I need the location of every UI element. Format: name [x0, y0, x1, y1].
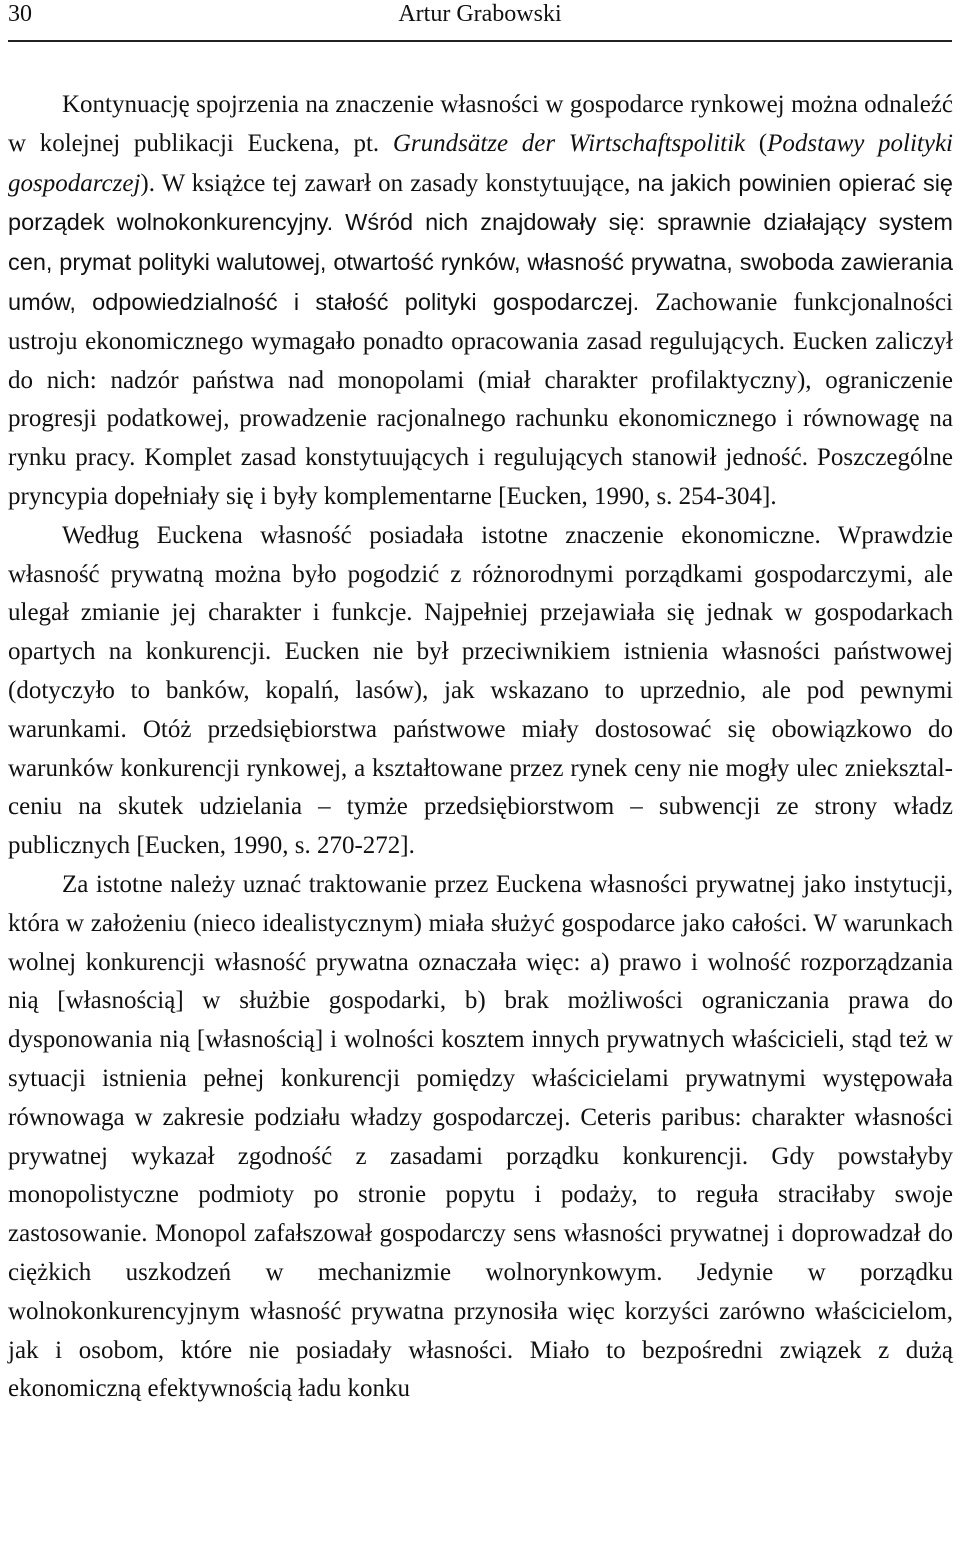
paragraph-1: [8, 86, 953, 517]
body-text: [8, 86, 953, 1409]
paragraph-3-text: Za istotne należy uznać traktowanie przez Euckena własności prywatnej jako instytucji, która w założeniu (nieco idealistycznym) miała służyć gospodarce jako całości. W warunkach wolnej konkurencji własność prywatna oznaczała więc: a) prawo i wolność rozporządzania nią [własnością] w służbie gospodarki, b) brak możliwości ograniczania prawa do dysponowania nią [własnością] i wolności kosztem innych prywatnych właścicieli, stąd też w sytuacji istnienia pełnej konkurencji pomiędzy właścicielami prywatnymi występowała równowaga w zakresie podziału władzy gospodarczej. Ceteris paribus: charakter własności prywatnej wykazał zgodność z zasadami porządku konkurencji. Gdy powstałyby monopolistyczne podmioty po stronie popytu i podaży, to reguła straciłaby swoje zastosowanie. Monopol zafałszował gospodarczy sens własności prywatnej i doprowadzał do ciężkich uszkodzeń w mechanizmie wolnorynkowym. Jedynie w porządku wolnokonkurencyjnym własność prywatna przynosiła więc korzyści zarówno właścicielom, jak i osobom, które nie posiadały własności. Miało to bezpośredni związek z dużą ekonomiczną efektywnością ładu konku: [8, 870, 953, 1403]
italic-title-german: Grundsätze der Wirtschaftspolitik: [392, 129, 746, 157]
paragraph-1-text: ). W książce tej zawarł on zasady konstytuujące,: [140, 169, 638, 197]
paragraph-1-text: Kontynuację spojrzenia na znaczenie własności w gospodarce rynkowej można odnaleźć w kolejnej publikacji Euckena, pt.: [8, 91, 953, 157]
paragraph-2-text: Według Euckena własność posiadała istotne znaczenie ekonomiczne. Wprawdzie własność prywatną można było pogodzić z różnorodnymi porządkami gospodarczymi, ale ulegał zmianie jej charakter i funkcje. Najpełniej przejawiała się jednak w gospodarkach opartych na konkurencji. Eucken nie był przeciwnikiem istnienia własności państwowej (dotyczyło to banków, kopalń, lasów), jak wskazano to uprzednio, ale pod pewnymi warunkami. Otóż przedsiębiorstwa państwowe miały dostosować się obowiązkowo do warunków konkurencji rynkowej, a kształtowane przez rynek ceny nie mogły ulec znieksztalceniu na skutek udzielania – tymże przedsiębiorstwom – subwencji ze strony władz publicznych [Eucken, 1990, s. 270-272].: [8, 521, 953, 860]
paragraph-2: [8, 517, 953, 866]
paragraph-1-text: (: [745, 129, 768, 157]
italic-title-polish: Podstawy polityki gospodarczej: [8, 129, 953, 197]
paragraph-1-sans-text: na jakich powinien opierać się porządek wolnokonkurencyjny. Wśród nich znajdowały się: sprawnie działający system cen, prymat polityki walutowej, otwartość rynków, własność prywatna, swoboda zawierania umów, odpowiedzialność i stałość polityki gospodarczej.: [8, 169, 953, 315]
page-header: [8, 0, 952, 42]
running-head-author: Artur Grabowski: [398, 1, 562, 27]
paragraph-1-text: Zachowanie funkcjonalności ustroju ekonomicznego wymagało ponadto opracowania zasad regulujących. Eucken zaliczył do nich: nadzór państwa nad monopolami (miał charakter profilaktyczny), ograniczenie progresji podatkowej, prowadzenie racjonalnego rachunku ekonomicznego i równowagę na rynku pracy. Komplet zasad konstytuujących i regulujących stanowił jedność. Poszczególne pryncypia dopełniały się i były komplementarne [Eucken, 1990, s. 254-304].: [8, 288, 954, 510]
page-number: 30: [8, 1, 32, 27]
paragraph-3: [8, 866, 953, 1409]
header-rule: [8, 40, 952, 42]
